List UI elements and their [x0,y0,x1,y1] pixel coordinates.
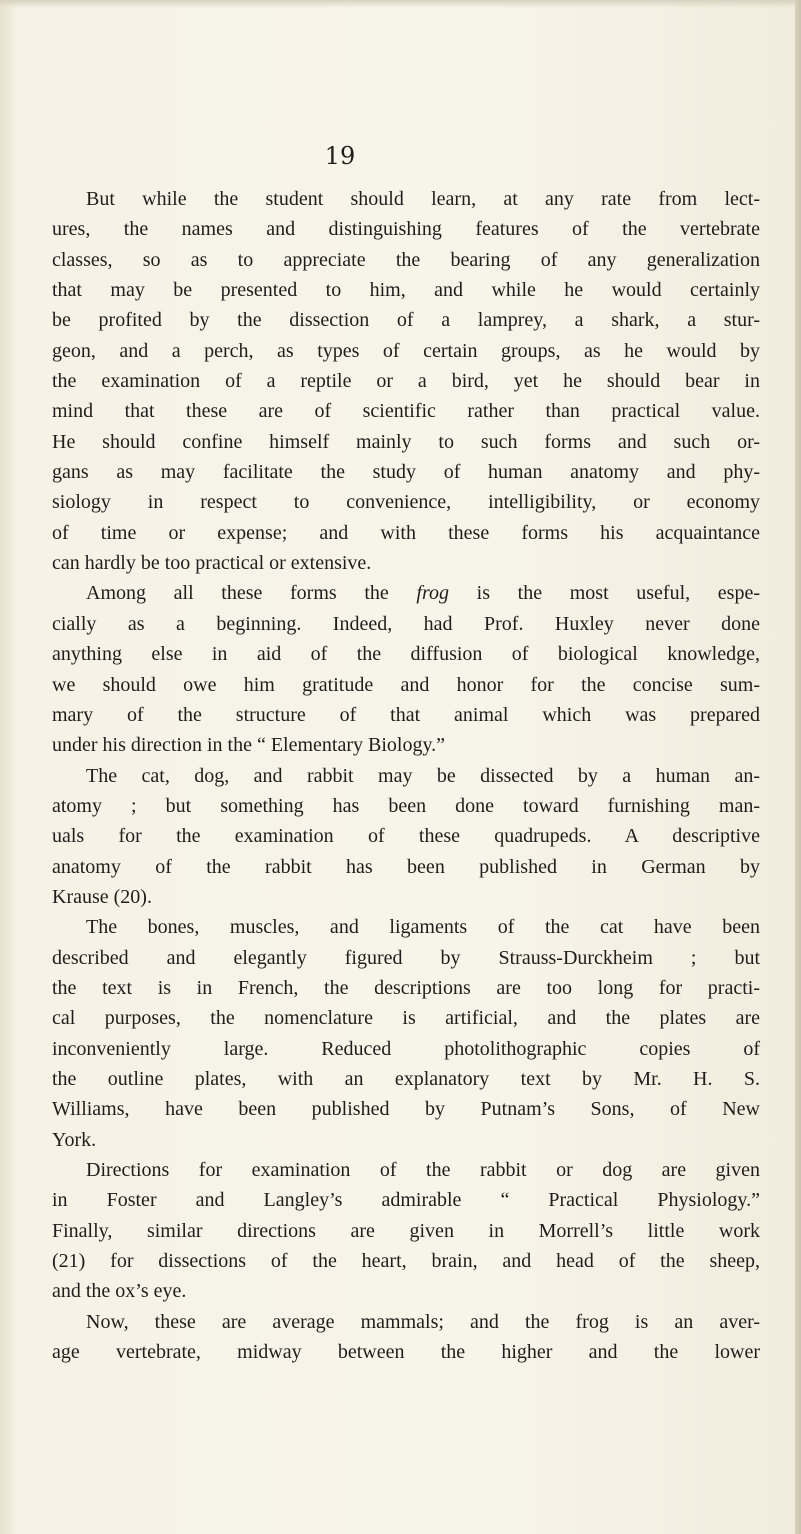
italic-term: frog [416,582,450,605]
text-line: anatomy of the rabbit has been published in German by [52,855,760,878]
text-line: can hardly be too practical or extensive. [52,552,372,575]
text-line: The bones, muscles, and ligaments of the cat have been [86,916,760,939]
text-line: (21) for dissections of the heart, brain, and head of the sheep, [52,1250,760,1273]
text-line: mind that these are of scientific rather than practical value. [52,400,760,423]
text-line: atomy ; but something has been done toward furnishing man- [52,794,760,817]
text-line: Finally, similar directions are given in Morrell’s little work [52,1219,760,1242]
text-line: in Foster and Langley’s admirable “ Practical Physiology.” [52,1189,760,1212]
text-line: gans as may facilitate the study of human anatomy and phy- [52,461,760,484]
text-line: the text is in French, the descriptions are too long for practi- [52,976,760,999]
text-line: But while the student should learn, at any rate from lect- [86,188,760,210]
text-line: the examination of a reptile or a bird, yet he should bear in [52,370,760,393]
text-line: Williams, have been published by Putnam’s Sons, of New [52,1098,760,1121]
text-line: inconveniently large. Reduced photolithographic copies of [52,1037,760,1060]
text-line: be profited by the dissection of a lamprey, a shark, a stur- [52,309,760,332]
text-line: described and elegantly figured by Strauss-Durckheim ; but [52,946,760,969]
text-segment: Among all these forms the [86,582,417,605]
text-line: of time or expense; and with these forms his acquaintance [52,521,760,544]
text-segment: is the most useful, espe- [449,582,760,605]
text-line: uals for the examination of these quadrupeds. A descriptive [52,825,760,848]
text-line: anything else in aid of the diffusion of biological knowledge, [52,643,760,666]
text-line: He should confine himself mainly to such forms and such or- [52,430,760,453]
text-line: Now, these are average mammals; and the frog is an aver- [86,1310,760,1333]
text-line: mary of the structure of that animal which was prepared [52,703,760,726]
page-number: 19 [324,142,356,170]
text-line: classes, so as to appreciate the bearing of any generalization [52,248,760,271]
text-line: cially as a beginning. Indeed, had Prof. Huxley never done [52,612,760,635]
text-line: and the ox’s eye. [52,1280,187,1303]
text-line: York. [52,1128,97,1151]
page-top-shadow [0,0,801,8]
text-line: Directions for examination of the rabbit or dog are given [86,1159,760,1181]
body-text [52,184,760,1367]
text-line: siology in respect to convenience, intelligibility, or economy [52,491,760,514]
text-line: age vertebrate, midway between the higher and the lower [52,1341,760,1364]
text-line: Krause (20). [52,885,152,908]
text-line: the outline plates, with an explanatory text by Mr. H. S. [52,1067,760,1090]
text-line: ures, the names and distinguishing features of the vertebrate [52,218,760,241]
text-line: cal purposes, the nomenclature is artificial, and the plates are [52,1007,760,1030]
text-line: geon, and a perch, as types of certain groups, as he would by [52,339,760,362]
text-line [52,578,760,608]
text-line: we should owe him gratitude and honor for the concise sum- [52,673,760,696]
text-line: that may be presented to him, and while he would certainly [52,279,760,302]
page-right-edge [795,0,801,1534]
text-line: under his direction in the “ Elementary Biology.” [52,734,446,757]
text-line: The cat, dog, and rabbit may be dissected by a human an- [86,764,760,787]
